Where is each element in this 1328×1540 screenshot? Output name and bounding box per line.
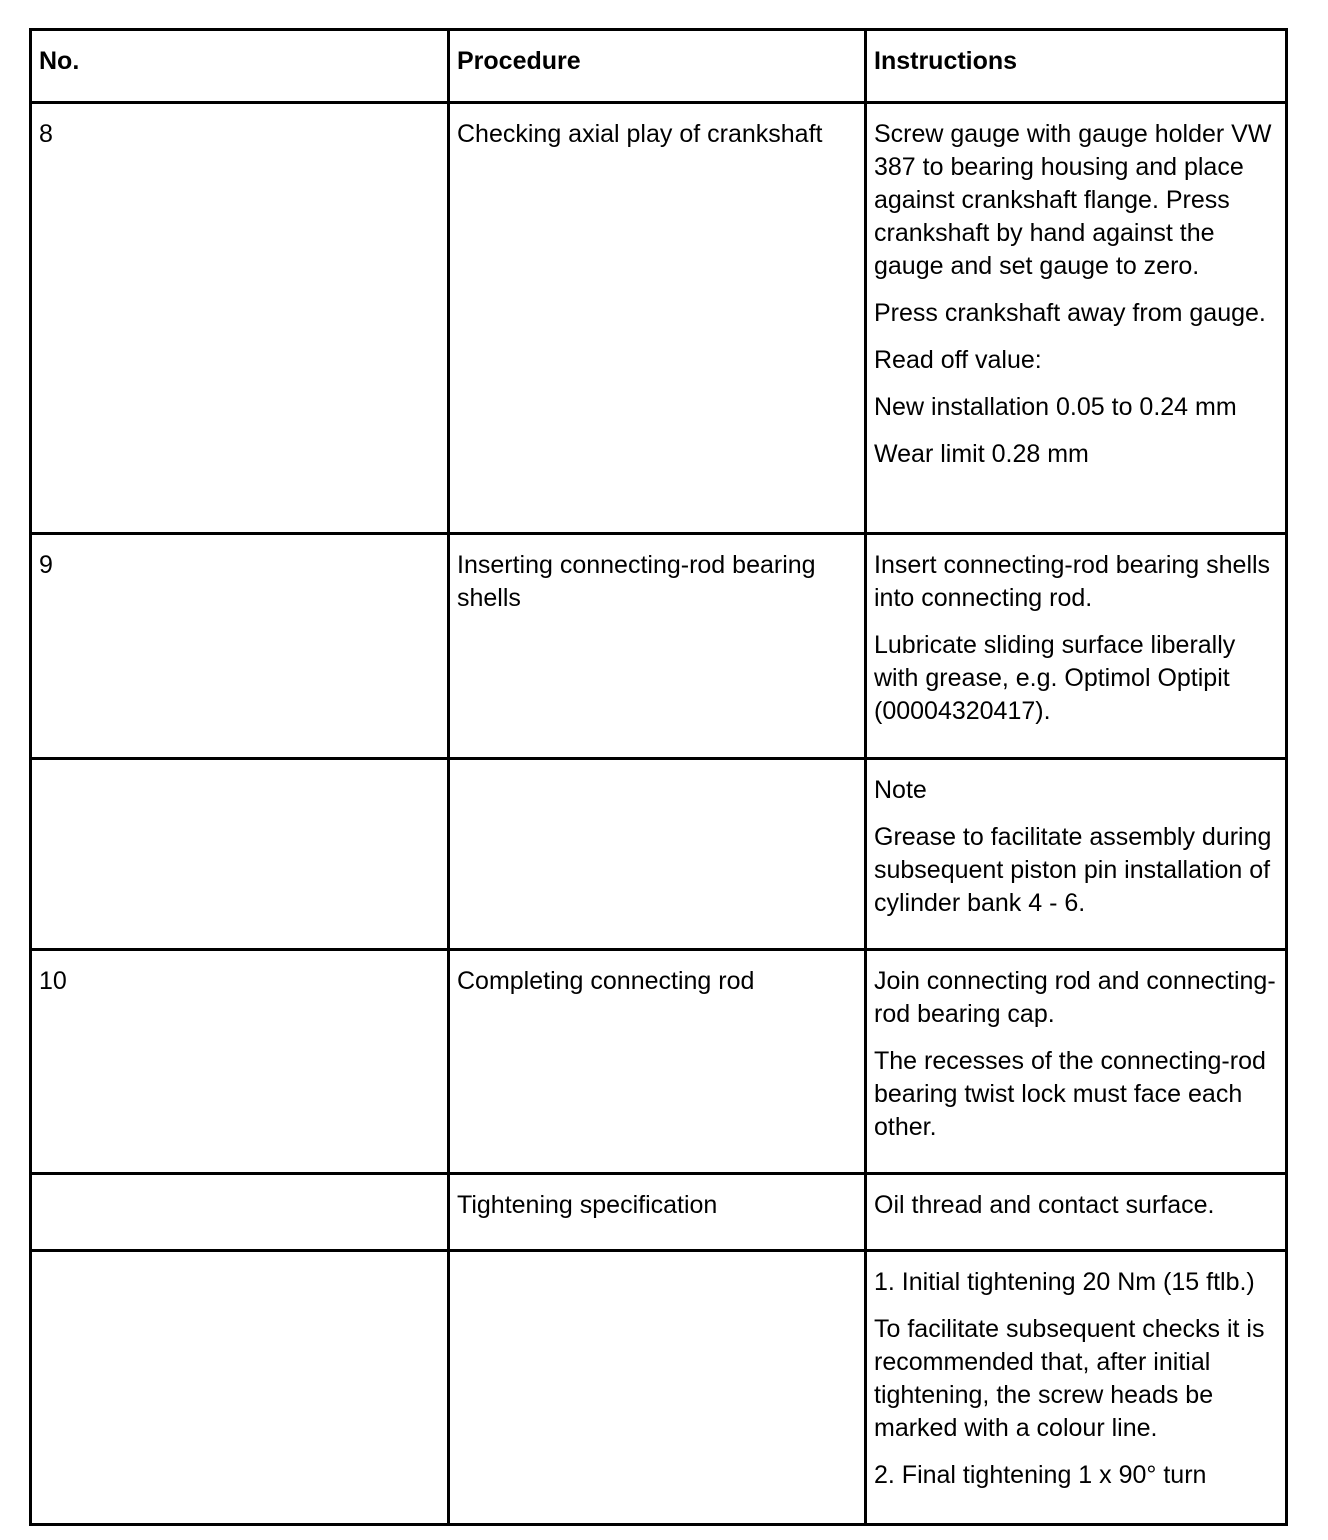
instruction-text: New installation 0.05 to 0.24 mm xyxy=(874,393,1237,421)
table-row xyxy=(31,1174,1287,1251)
instruction-text: 2. Final tightening 1 x 90° turn xyxy=(874,1461,1207,1489)
cell-procedure xyxy=(449,759,866,950)
instruction-text: Screw gauge with gauge holder VW 387 to bearing housing and place against crankshaft flange. Press crankshaft by hand against the gauge and set gauge to zero. xyxy=(874,120,1272,280)
instruction-text: To facilitate subsequent checks it is recommended that, after initial tightening, the screw heads be marked with a colour line. xyxy=(874,1315,1265,1442)
cell-instructions xyxy=(866,534,1287,759)
procedure-table xyxy=(29,28,1288,1526)
table-row xyxy=(31,534,1287,759)
cell-instructions xyxy=(866,1174,1287,1251)
cell-instructions xyxy=(866,759,1287,950)
instruction-text: Wear limit 0.28 mm xyxy=(874,440,1089,468)
cell-no xyxy=(31,1174,449,1251)
cell-procedure: Checking axial play of crankshaft xyxy=(449,103,866,534)
instruction-text: Grease to facilitate assembly during subsequent piston pin installation of cylinder bank 4 - 6. xyxy=(874,823,1272,917)
cell-instructions xyxy=(866,1251,1287,1525)
instruction-text: 1. Initial tightening 20 Nm (15 ftlb.) xyxy=(874,1268,1255,1296)
cell-no xyxy=(31,759,449,950)
instruction-text: Read off value: xyxy=(874,346,1042,374)
table-row xyxy=(31,950,1287,1174)
instruction-text: Press crankshaft away from gauge. xyxy=(874,299,1266,327)
cell-no: 9 xyxy=(31,534,449,759)
cell-no xyxy=(31,1251,449,1525)
header-instructions: Instructions xyxy=(866,30,1287,103)
instruction-text: Insert connecting-rod bearing shells into connecting rod. xyxy=(874,551,1271,612)
cell-no: 10 xyxy=(31,950,449,1174)
table-row xyxy=(31,1251,1287,1525)
header-no: No. xyxy=(31,30,449,103)
table-header-row xyxy=(31,30,1287,103)
header-procedure: Procedure xyxy=(449,30,866,103)
instruction-text: Join connecting rod and connecting-rod bearing cap. xyxy=(874,967,1276,1028)
cell-procedure: Completing connecting rod xyxy=(449,950,866,1174)
cell-no: 8 xyxy=(31,103,449,534)
cell-procedure xyxy=(449,1251,866,1525)
instruction-text: Lubricate sliding surface liberally with grease, e.g. Optimol Optipit (00004320417). xyxy=(874,631,1236,725)
note-label: Note xyxy=(874,776,927,804)
cell-instructions xyxy=(866,950,1287,1174)
instruction-text: Oil thread and contact surface. xyxy=(874,1191,1215,1219)
table-row xyxy=(31,759,1287,950)
cell-instructions xyxy=(866,103,1287,534)
cell-procedure: Tightening specification xyxy=(449,1174,866,1251)
table-row xyxy=(31,103,1287,534)
instruction-text: The recesses of the connecting-rod bearing twist lock must face each other. xyxy=(874,1047,1266,1141)
cell-procedure: Inserting connecting-rod bearing shells xyxy=(449,534,866,759)
